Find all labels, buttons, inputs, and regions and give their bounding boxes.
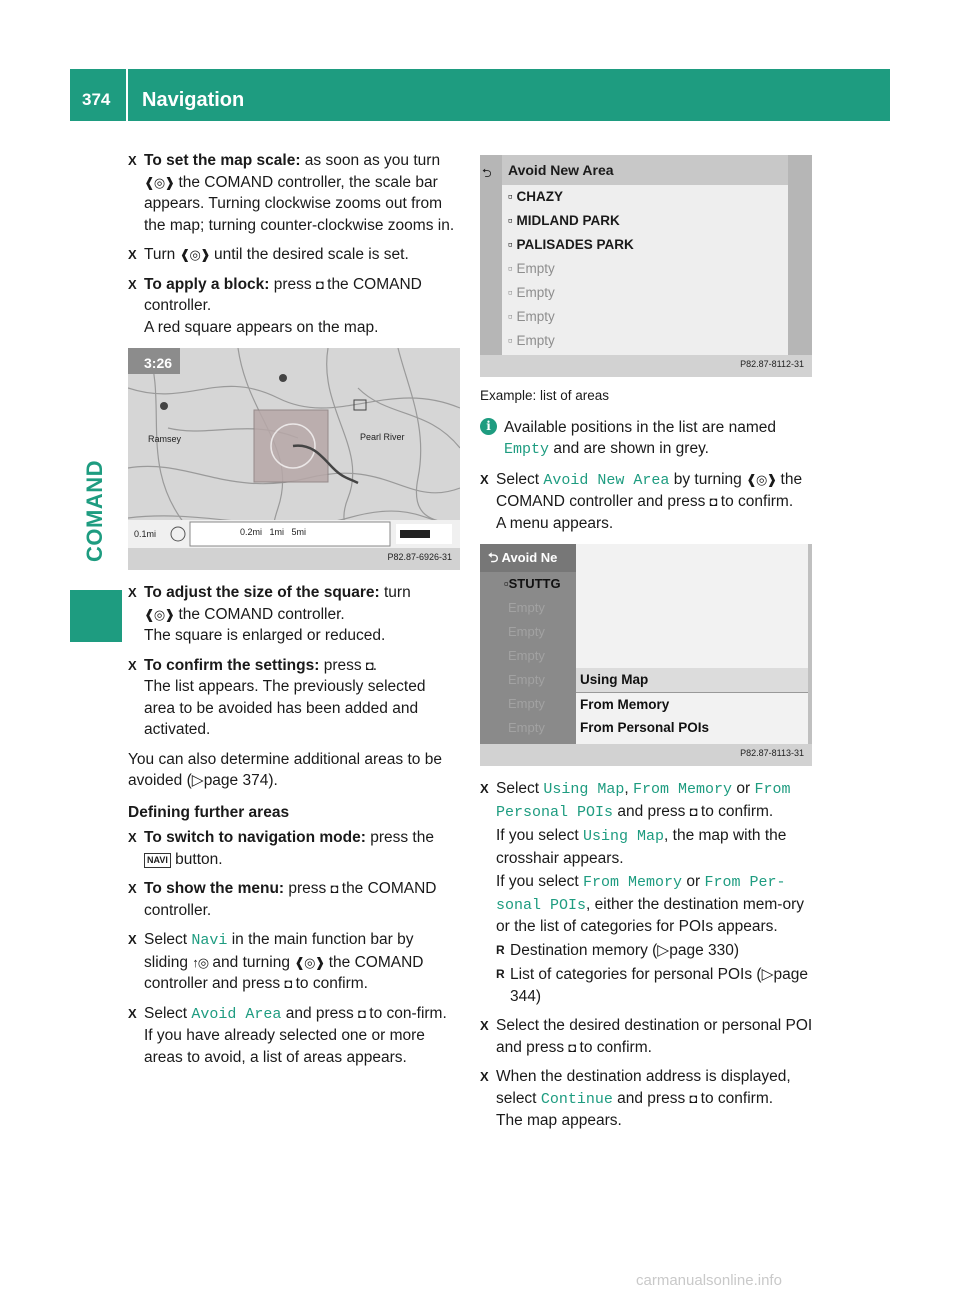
image-code: P82.87-8112-31 xyxy=(740,358,804,369)
map-town-label: Pearl River xyxy=(360,432,405,442)
press-controller-icon: ◘ xyxy=(365,657,373,673)
step-apply-block: X To apply a block: press ◘ the COMAND controller. A red square appears on the map. xyxy=(128,275,422,336)
avoid-menu-screenshot xyxy=(480,544,812,766)
step-arrow-icon: X xyxy=(480,471,489,487)
press-controller-icon: ◘ xyxy=(330,881,338,896)
menu-term: Using Map xyxy=(583,828,665,845)
step-arrow-icon: X xyxy=(480,1069,489,1084)
turn-controller-icon: ❰◎❱ xyxy=(144,606,175,622)
page-number: 374 xyxy=(82,90,111,109)
step-continue: X When the destination address is displayed, select Continue and press ◘ to confirm. The map appears. xyxy=(480,1068,791,1129)
menu-left-item: Empty xyxy=(508,696,545,711)
menu-left-item: Empty xyxy=(508,648,545,663)
step-turn: X Turn ❰◎❱ until the desired scale is set. xyxy=(128,244,460,266)
list-item: ▫ CHAZY xyxy=(508,189,564,204)
back-icon: ⮌ xyxy=(482,166,492,180)
step-arrow-icon: X xyxy=(128,247,137,262)
step-arrow-icon: X xyxy=(128,585,137,600)
list-item-empty: ▫ Empty xyxy=(508,309,555,324)
info-icon: i xyxy=(480,418,497,435)
step-arrow-icon: X xyxy=(128,153,137,168)
menu-left-item: Empty xyxy=(508,672,545,687)
page-ref-icon: ▷ xyxy=(657,941,670,959)
step-text: as soon as you turn xyxy=(300,152,441,169)
step-detail: If you select Using Map, the map with the crosshair appears. xyxy=(496,827,787,867)
menu-left-item: ▫STUTTG xyxy=(504,576,561,591)
step-arrow-icon: X xyxy=(480,1018,489,1033)
figure-caption: Example: list of areas xyxy=(480,388,610,403)
map-screenshot xyxy=(128,348,460,570)
press-controller-icon: ◘ xyxy=(284,976,292,991)
menu-term: From Memory xyxy=(633,781,733,798)
navi-button-icon: NAVI xyxy=(144,853,171,868)
step-select-destination: X Select the desired destination or personal POI and press ◘ to confirm. xyxy=(480,1017,813,1056)
image-code: P82.87-8113-31 xyxy=(740,747,804,758)
turn-controller-icon: ❰◎❱ xyxy=(144,174,175,190)
list-item: ▫ PALISADES PARK xyxy=(508,237,634,252)
menu-term: Avoid Area xyxy=(191,1005,282,1023)
menu-term: From Personal POIs xyxy=(496,781,791,821)
menu-options-pane xyxy=(576,544,808,744)
step-arrow-icon: X xyxy=(128,1005,137,1021)
page-ref-link[interactable]: page 344 xyxy=(510,966,808,1005)
menu-option-from-memory: From Memory xyxy=(576,692,808,716)
menu-term: Navi xyxy=(191,932,228,949)
press-controller-icon: ◘ xyxy=(315,276,323,292)
bullet-item: R List of categories for personal POIs (▷page 344) xyxy=(496,966,808,1005)
bullet-icon: R xyxy=(496,967,505,981)
step-navigation-mode: X To switch to navigation mode: press the NAVI button. xyxy=(128,829,434,868)
bullet-item: R Destination memory (▷page 330) xyxy=(496,940,815,962)
turn-controller-icon: ❰◎❱ xyxy=(179,247,210,262)
step-arrow-icon: X xyxy=(480,781,489,796)
subheading: Defining further areas xyxy=(128,803,290,821)
bullet-icon: R xyxy=(496,942,505,957)
list-item-empty: ▫ Empty xyxy=(508,261,555,276)
step-arrow-icon: X xyxy=(128,830,137,845)
list-item-empty: ▫ Empty xyxy=(508,333,555,348)
map-town-label: Ramsey xyxy=(148,434,182,444)
area-list-screenshot xyxy=(480,155,812,377)
left-column xyxy=(128,150,460,1076)
slide-controller-icon: ↑◎ xyxy=(192,954,209,970)
menu-term: Avoid New Area xyxy=(543,471,670,489)
step-arrow-icon: X xyxy=(128,932,137,947)
step-select-source: X Select Using Map, From Memory or From Personal POIs and press ◘ to confirm. If you select Using Map, the map with the crosshair appears. If you select From Memory or From Per-sonal POIs, either the destination mem-ory or the list of categories for POIs appears. R Destination memory (▷page 330) R List of categories for personal POIs (▷page 344) xyxy=(480,778,815,1007)
side-tab xyxy=(82,452,112,572)
step-select-navi: X Select Navi in the main function bar by sliding ↑◎ and turning ❰◎❱ the COMAND controller and press ◘ to confirm. xyxy=(128,931,424,992)
menu-option-from-personal-pois: From Personal POIs xyxy=(580,720,710,735)
watermark: carmanualsonline.info xyxy=(636,1272,782,1289)
menu-left-pane xyxy=(480,544,576,744)
info-note: i Available positions in the list are named Empty and are shown in grey. xyxy=(480,417,815,461)
step-label: To set the map scale: xyxy=(144,152,301,169)
image-code: P82.87-6926-31 xyxy=(387,551,452,562)
area-list xyxy=(502,155,788,355)
menu-term: Using Map xyxy=(543,781,625,798)
step-detail: If you select From Memory or From Per-sonal POIs, either the destination mem-ory or the list of categories for POIs appears. xyxy=(496,873,804,935)
menu-term: From Memory xyxy=(583,874,683,891)
map-clock: 3:26 xyxy=(144,355,173,371)
turn-controller-icon: ❰◎❱ xyxy=(294,954,325,970)
menu-left-item: Empty xyxy=(508,624,545,639)
menu-title: ⮌ Avoid Ne xyxy=(480,544,576,572)
step-show-menu: X To show the menu: press ◘ the COMAND controller. xyxy=(128,880,437,919)
step-select-avoid-new-area: X Select Avoid New Area by turning ❰◎❱ the COMAND controller and press ◘ to confirm. A menu appears. xyxy=(480,470,803,532)
page-ref-link[interactable]: page 374 xyxy=(203,772,269,789)
step-confirm-settings: X To confirm the settings: press ◘. The list appears. The previously selected area to be avoided has been added and activated. xyxy=(128,656,426,738)
press-controller-icon: ◘ xyxy=(568,1039,576,1055)
menu-left-item: Empty xyxy=(508,600,545,615)
turn-controller-icon: ❰◎❱ xyxy=(746,471,777,487)
list-item: ▫ MIDLAND PARK xyxy=(508,213,620,228)
press-controller-icon: ◘ xyxy=(709,494,717,509)
step-text: the COMAND controller, the scale bar appears. Turning clockwise zooms out from the map; turning counter-clockwise zooms in. xyxy=(144,173,455,234)
menu-term: From Per-sonal POIs xyxy=(496,874,786,914)
page-ref-icon: ▷ xyxy=(761,966,774,983)
press-controller-icon: ◘ xyxy=(358,1005,365,1021)
page-ref-link[interactable]: page 330 xyxy=(669,941,734,959)
list-item-empty: ▫ Empty xyxy=(508,285,555,300)
step-arrow-icon: X xyxy=(128,881,137,896)
menu-left-item: Empty xyxy=(508,720,545,735)
header-divider xyxy=(126,69,128,121)
page-header xyxy=(70,69,890,121)
side-tab-label: COMAND xyxy=(82,460,107,562)
side-tab-block xyxy=(70,590,122,642)
step-adjust-size: X To adjust the size of the square: turn ❰◎❱ the COMAND controller. The square is enlarged or reduced. xyxy=(128,584,411,644)
step-set-scale xyxy=(128,150,460,236)
step-arrow-icon: X xyxy=(128,276,137,292)
menu-term: Empty xyxy=(504,441,550,458)
list-title: Avoid New Area xyxy=(502,155,788,185)
step-arrow-icon: X xyxy=(128,657,137,673)
map-scale-value: 0.1mi xyxy=(134,529,157,539)
menu-option-using-map: Using Map xyxy=(576,668,808,692)
menu-term: Continue xyxy=(540,1090,613,1108)
step-select-avoid-area: X Select Avoid Area and press ◘ to con-firm. If you have already selected one or more areas to avoid, a list of areas appears. xyxy=(128,1004,447,1066)
map-scale-bar: 0.2mi 1mi 5mi xyxy=(240,527,307,537)
page-ref-icon: ▷ xyxy=(191,772,204,789)
press-controller-icon: ◘ xyxy=(689,1090,697,1106)
section-title: Navigation xyxy=(142,89,245,111)
right-column xyxy=(480,155,815,1140)
press-controller-icon: ◘ xyxy=(689,803,697,819)
paragraph: You can also determine additional areas to be avoided (▷page 374). xyxy=(128,750,442,789)
